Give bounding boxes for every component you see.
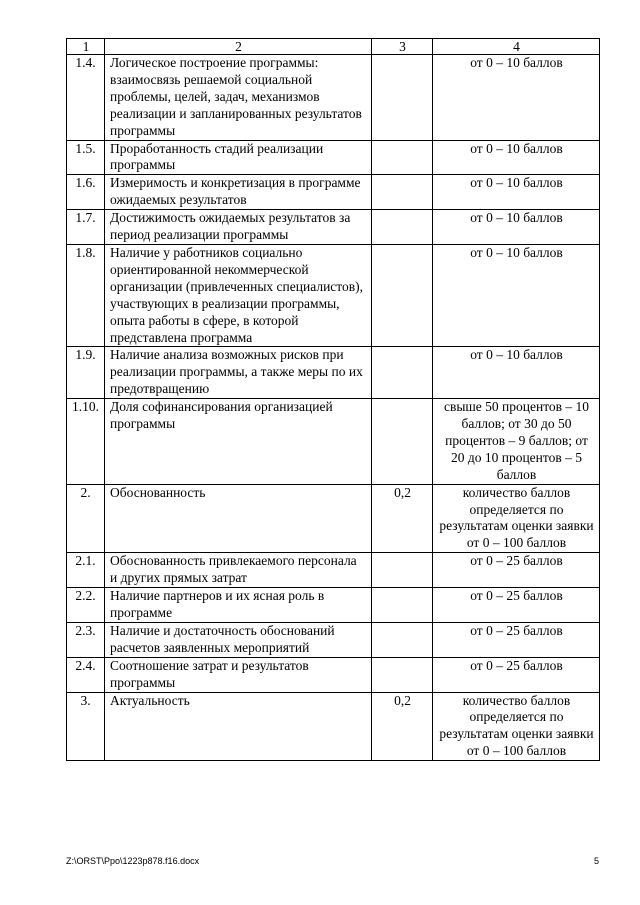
table-row (67, 588, 600, 623)
criterion-score: от 0 – 25 баллов (433, 622, 600, 657)
table-row (67, 484, 600, 553)
criterion-number: 1.7. (67, 210, 105, 245)
document-path: Z:\ORST\Ppo\1223p878.f16.docx (66, 856, 200, 866)
table-body (67, 39, 600, 761)
criterion-weight (372, 657, 433, 692)
criterion-name: Логическое построение программы: взаимосвязь решаемой социальной проблемы, целей, задач, механизмов реализации и запланированных результатов программы (105, 55, 372, 141)
table-row (67, 210, 600, 245)
table-row (67, 55, 600, 141)
criterion-number: 1.8. (67, 244, 105, 346)
criterion-name: Достижимость ожидаемых результатов за период реализации программы (105, 210, 372, 245)
criterion-score: от 0 – 10 баллов (433, 347, 600, 399)
criterion-number: 1.6. (67, 175, 105, 210)
column-header-1: 1 (67, 39, 105, 55)
criterion-weight (372, 55, 433, 141)
criterion-score: свыше 50 процентов – 10 баллов; от 30 до 50 процентов – 9 баллов; от 20 до 10 процентов – 5 баллов (433, 399, 600, 485)
criterion-weight (372, 140, 433, 175)
criterion-score: количество баллов определяется по результатам оценки заявки от 0 – 100 баллов (433, 484, 600, 553)
criterion-score: от 0 – 25 баллов (433, 657, 600, 692)
column-header-3: 3 (372, 39, 433, 55)
criterion-score: количество баллов определяется по результатам оценки заявки от 0 – 100 баллов (433, 692, 600, 761)
table-row (67, 399, 600, 485)
criterion-weight (372, 347, 433, 399)
criterion-score: от 0 – 10 баллов (433, 244, 600, 346)
criterion-number: 2.4. (67, 657, 105, 692)
criterion-score: от 0 – 10 баллов (433, 210, 600, 245)
criterion-name: Наличие у работников социально ориентированной некоммерческой организации (привлеченных специалистов), участвующих в реализации программы, опыта работы в сфере, в которой представлена программа (105, 244, 372, 346)
table-header-row (67, 39, 600, 55)
table-row (67, 140, 600, 175)
criterion-number: 2.3. (67, 622, 105, 657)
table-row (67, 657, 600, 692)
criterion-weight (372, 399, 433, 485)
table-row (67, 347, 600, 399)
criterion-score: от 0 – 25 баллов (433, 588, 600, 623)
criterion-name: Обоснованность (105, 484, 372, 553)
table-row (67, 553, 600, 588)
criterion-weight (372, 553, 433, 588)
criterion-weight (372, 210, 433, 245)
column-header-2: 2 (105, 39, 372, 55)
criterion-number: 1.4. (67, 55, 105, 141)
criterion-name: Соотношение затрат и результатов программы (105, 657, 372, 692)
criterion-name: Наличие анализа возможных рисков при реализации программы, а также меры по их предотвращению (105, 347, 372, 399)
criterion-weight: 0,2 (372, 484, 433, 553)
table-row (67, 244, 600, 346)
page-number: 5 (593, 856, 599, 866)
criterion-name: Доля софинансирования организацией программы (105, 399, 372, 485)
criterion-weight (372, 622, 433, 657)
criterion-weight (372, 588, 433, 623)
criterion-number: 2.1. (67, 553, 105, 588)
criterion-score: от 0 – 10 баллов (433, 140, 600, 175)
criterion-score: от 0 – 25 баллов (433, 553, 600, 588)
criteria-table (66, 38, 600, 761)
table-row (67, 622, 600, 657)
criterion-name: Наличие партнеров и их ясная роль в программе (105, 588, 372, 623)
criterion-weight (372, 244, 433, 346)
criterion-number: 1.9. (67, 347, 105, 399)
criterion-number: 1.5. (67, 140, 105, 175)
criterion-number: 2. (67, 484, 105, 553)
criterion-name: Актуальность (105, 692, 372, 761)
criterion-name: Проработанность стадий реализации программы (105, 140, 372, 175)
criterion-weight (372, 175, 433, 210)
criterion-weight: 0,2 (372, 692, 433, 761)
criterion-number: 2.2. (67, 588, 105, 623)
column-header-4: 4 (433, 39, 600, 55)
table-row (67, 692, 600, 761)
criterion-number: 1.10. (67, 399, 105, 485)
criterion-score: от 0 – 10 баллов (433, 175, 600, 210)
criterion-name: Измеримость и конкретизация в программе ожидаемых результатов (105, 175, 372, 210)
criterion-number: 3. (67, 692, 105, 761)
criterion-name: Обоснованность привлекаемого персонала и других прямых затрат (105, 553, 372, 588)
table-row (67, 175, 600, 210)
criterion-score: от 0 – 10 баллов (433, 55, 600, 141)
criterion-name: Наличие и достаточность обоснований расчетов заявленных мероприятий (105, 622, 372, 657)
